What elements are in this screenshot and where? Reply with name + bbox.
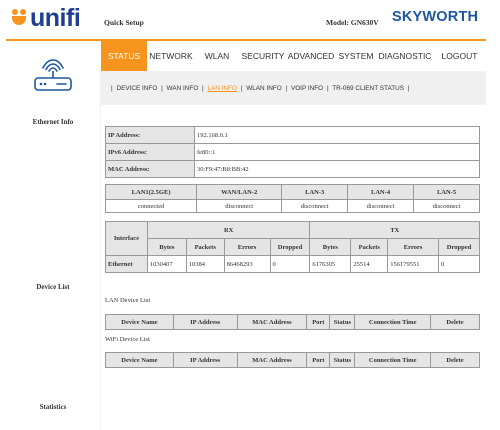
mac-address-label: MAC Address: xyxy=(106,161,195,178)
tab-logout[interactable]: LOGOUT xyxy=(441,51,478,61)
unifi-logo-mark xyxy=(12,9,28,27)
table-header-row xyxy=(106,315,480,330)
rx-packets-value: 10384 xyxy=(186,256,224,273)
port-status-wan-lan2: disconnect xyxy=(197,200,282,213)
rx-errors-header: Errors xyxy=(224,239,270,256)
tab-wlan[interactable]: WLAN xyxy=(204,51,230,61)
port-status-lan5: disconnect xyxy=(414,200,480,213)
tx-errors-header: Errors xyxy=(388,239,439,256)
header xyxy=(0,0,500,40)
subtab-tr069-client-status[interactable]: TR-069 CLIENT STATUS xyxy=(332,85,405,92)
unifi-logo[interactable] xyxy=(12,6,80,30)
wifi-delete-header: Delete xyxy=(431,353,480,368)
ipv6-address-value: fe80::1 xyxy=(195,144,480,161)
table-row xyxy=(106,161,480,178)
lan-status-header: Status xyxy=(330,315,355,330)
tab-system[interactable]: SYSTEM xyxy=(338,51,374,61)
port-header-wan-lan2: WAN/LAN-2 xyxy=(197,185,282,200)
statistics-table xyxy=(105,221,480,273)
rx-errors-value: 86468293 xyxy=(224,256,270,273)
port-status-lan4: disconnect xyxy=(348,200,414,213)
rx-dropped-value: 0 xyxy=(270,256,310,273)
subtab-wan-info[interactable]: WAN INFO xyxy=(166,85,199,92)
lan-device-name-header: Device Name xyxy=(106,315,174,330)
tx-header: TX xyxy=(310,222,480,239)
table-row xyxy=(106,127,480,144)
subtab-lan-info[interactable]: LAN INFO xyxy=(207,85,237,92)
wifi-device-list-table xyxy=(105,352,480,368)
tx-errors-value: 156179551 xyxy=(388,256,439,273)
sidebar-item-device-list[interactable]: Device List xyxy=(36,283,70,291)
tab-network[interactable]: NETWORK xyxy=(149,51,193,61)
wifi-status-header: Status xyxy=(330,353,355,368)
port-header-lan4: LAN-4 xyxy=(348,185,414,200)
lan-port-status-table xyxy=(105,184,480,213)
tx-dropped-value: 0 xyxy=(439,256,480,273)
tab-advanced[interactable]: ADVANCED xyxy=(287,51,335,61)
top-nav xyxy=(101,41,486,71)
table-header-row xyxy=(106,239,480,256)
rx-bytes-value: 1030407 xyxy=(147,256,186,273)
subtab-wlan-info[interactable]: WLAN INFO xyxy=(246,85,282,92)
tab-security[interactable]: SECURITY xyxy=(241,51,285,61)
wifi-connection-time-header: Connection Time xyxy=(355,353,431,368)
wifi-ip-address-header: IP Address xyxy=(173,353,237,368)
rx-bytes-header: Bytes xyxy=(147,239,186,256)
table-header-row xyxy=(106,185,480,200)
table-row xyxy=(106,144,480,161)
sidebar-item-statistics[interactable]: Statistics xyxy=(39,403,67,411)
wifi-mac-address-header: MAC Address xyxy=(237,353,307,368)
port-header-lan5: LAN-5 xyxy=(414,185,480,200)
model-label: Model: GN630V xyxy=(326,18,379,27)
port-status-lan1: connected xyxy=(106,200,197,213)
lan-device-list-title: LAN Device List xyxy=(105,297,151,304)
lan-mac-address-header: MAC Address xyxy=(237,315,307,330)
quick-setup-link[interactable]: Quick Setup xyxy=(104,18,144,27)
tab-diagnostic[interactable]: DIAGNOSTIC xyxy=(378,51,432,61)
tx-packets-value: 25514 xyxy=(351,256,388,273)
interface-header: Interface xyxy=(106,222,148,256)
port-header-lan1: LAN1(2.5GE) xyxy=(106,185,197,200)
lan-ip-address-header: IP Address xyxy=(173,315,237,330)
ip-address-label: IP Address: xyxy=(106,127,195,144)
mac-address-value: 30:F9:47:B8:BB:42 xyxy=(195,161,480,178)
unifi-logo-text: unifi xyxy=(30,4,81,32)
port-header-lan3: LAN-3 xyxy=(282,185,348,200)
ip-address-value: 192.168.0.1 xyxy=(195,127,480,144)
rx-packets-header: Packets xyxy=(186,239,224,256)
table-row xyxy=(106,256,480,273)
tx-dropped-header: Dropped xyxy=(439,239,480,256)
lan-delete-header: Delete xyxy=(431,315,480,330)
tx-bytes-value: 6176305 xyxy=(310,256,351,273)
table-header-row xyxy=(106,222,480,239)
port-status-lan3: disconnect xyxy=(282,200,348,213)
table-row xyxy=(106,200,480,213)
subtab-voip-info[interactable]: VOIP INFO xyxy=(290,85,324,92)
lan-device-list-table xyxy=(105,314,480,330)
ethernet-info-table xyxy=(105,126,480,178)
skyworth-logo: SKYWORTH xyxy=(392,9,479,25)
table-header-row xyxy=(106,353,480,368)
subtab-device-info[interactable]: DEVICE INFO xyxy=(116,85,158,92)
router-wifi-icon xyxy=(32,56,74,94)
wifi-device-name-header: Device Name xyxy=(106,353,174,368)
wifi-device-list-title: WiFi Device List xyxy=(105,336,150,343)
sidebar-item-ethernet-info[interactable]: Ethernet Info xyxy=(32,118,74,126)
tx-bytes-header: Bytes xyxy=(310,239,351,256)
ipv6-address-label: IPv6 Address: xyxy=(106,144,195,161)
rx-dropped-header: Dropped xyxy=(270,239,310,256)
sub-nav: | DEVICE INFO | WAN INFO | LAN INFO | WLAN INFO | VOIP INFO | TR-069 CLIENT STATUS | xyxy=(111,85,410,92)
wifi-port-header: Port xyxy=(307,353,330,368)
tx-packets-header: Packets xyxy=(351,239,388,256)
sidebar xyxy=(6,41,100,430)
tab-status[interactable]: STATUS xyxy=(101,41,147,71)
rx-header: RX xyxy=(147,222,310,239)
lan-connection-time-header: Connection Time xyxy=(355,315,431,330)
interface-ethernet-label: Ethernet xyxy=(106,256,148,273)
lan-port-header: Port xyxy=(307,315,330,330)
